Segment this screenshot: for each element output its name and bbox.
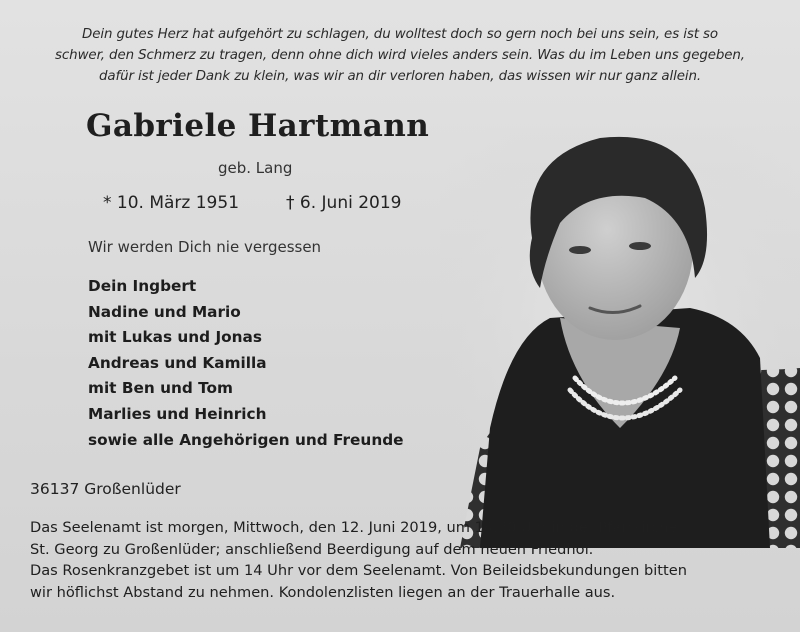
deceased-name: Gabriele Hartmann	[86, 108, 430, 144]
notice-line: Das Rosenkranzgebet ist um 14 Uhr vor dem Seelenamt. Von Beileidsbekundungen bitten	[30, 562, 687, 579]
poem-line: dafür ist jeder Dank zu klein, was wir an dir verloren haben, das wissen wir nur ganz allein.	[98, 69, 702, 84]
service-notice	[30, 517, 687, 603]
mourner-entry: Marlies und Heinrich	[88, 404, 267, 423]
remembrance-text: Wir werden Dich nie vergessen	[88, 238, 322, 256]
birth-date: * 10. März 1951	[103, 193, 240, 213]
death-date: † 6. Juni 2019	[286, 193, 402, 213]
poem-line: schwer, den Schmerz zu tragen, denn ohne dich wird vieles anders sein. Was du im Leben uns gegeben,	[55, 48, 745, 63]
mourner-entry: Nadine und Mario	[88, 302, 241, 321]
notice-line: St. Georg zu Großenlüder; anschließend Beerdigung auf dem neuen Friedhof.	[30, 540, 594, 558]
mourner-entry: mit Ben und Tom	[88, 379, 233, 398]
mourners-list	[88, 274, 404, 453]
mourner-entry: Andreas und Kamilla	[88, 353, 267, 372]
notice-line: wir höflichst Abstand zu nehmen. Kondolenzlisten liegen an der Trauerhalle aus.	[30, 583, 616, 601]
poem-line: Dein gutes Herz hat aufgehört zu schlagen, du wolltest doch so gern noch bei uns sein, es ist so	[81, 27, 718, 42]
mourner-entry: mit Lukas und Jonas	[88, 328, 262, 347]
notice-line: Das Seelenamt ist morgen, Mittwoch, den 12. Juni 2019, um 14.30 Uhr in der Pfarrkirche	[30, 519, 678, 536]
mourner-entry: sowie alle Angehörigen und Freunde	[88, 430, 404, 449]
portrait-photo	[440, 128, 800, 548]
maiden-name: geb. Lang	[218, 159, 293, 177]
poem	[20, 24, 780, 87]
place-location: 36137 Großenlüder	[30, 480, 181, 498]
mourner-entry: Dein Ingbert	[88, 277, 197, 295]
